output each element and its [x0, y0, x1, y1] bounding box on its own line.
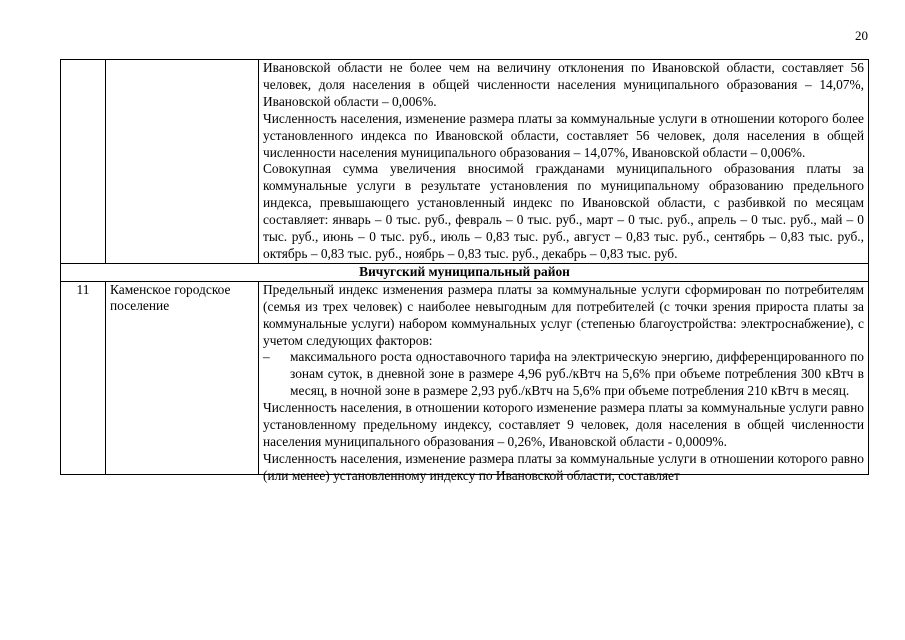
cell-description-continued — [259, 60, 869, 264]
paragraph-deviation: Ивановской области не более чем на величину отклонения по Ивановской области, составляет 56 человек, доля населения в общей численности населения муниципального образования – 14,07%, Ивановской области – 0,006%. — [263, 60, 864, 109]
table-row-continued — [61, 60, 869, 264]
cell-number: 11 — [61, 281, 106, 474]
section-title: Вичугский муниципальный район — [61, 263, 869, 281]
cell-name-empty — [106, 60, 259, 264]
list-dash: – — [263, 349, 270, 365]
paragraph-population-less-wrap — [263, 450, 864, 483]
paragraph-total-increase: Совокупная сумма увеличения вносимой гражданами муниципального образования платы за коммунальные услуги в результате установления по муниципальному образованию предельного индекса, превышающего установленный индекс по Ивановской области, с разбивкой по месяцам составляет: январь – 0 тыс. руб., февраль – 0 тыс. руб., март – 0 тыс. руб., апрель – 0 тыс. руб., май – 0 тыс. руб., июнь – 0 тыс. руб., июль – 0,83 тыс. руб., август – 0,83 тыс. руб., сентябрь – 0,83 тыс. руб., октябрь – 0,83 тыс. руб., ноябрь – 0,83 тыс. руб., декабрь – 0,83 тыс. руб. — [263, 161, 864, 261]
list-item — [263, 349, 864, 400]
cell-description — [259, 281, 869, 483]
paragraph-intro: Предельный индекс изменения размера платы за коммунальные услуги сформирован по потребителям (семья из трех человек) с наиболее невыгодным для потребителей (с точки зрения прироста платы за коммунальные услуги) набором коммунальных услуг (степенью благоустройства: электроснабжение), с учетом следующих факторов: — [263, 281, 864, 348]
cell-municipality-name: Каменское городское поселение — [106, 281, 259, 474]
paragraph-population-above: Численность населения, изменение размера платы за коммунальные услуги в отношении которого более установленного индекса по Ивановской области, составляет 56 человек, доля населения в общей численности населения муниципального образования – 14,07%, Ивановской области – 0,006%. — [263, 110, 864, 160]
page-number: 20 — [855, 28, 868, 43]
factor-list — [263, 349, 864, 400]
paragraph-population-less: Численность населения, изменение размера платы за коммунальные услуги в отношении которого равно (или менее) установленному индексу по Ивановской области, составляет — [263, 450, 864, 483]
table-row-section — [61, 263, 869, 281]
factor-text: максимального роста одноставочного тарифа на электрическую энергию, дифференцированного по зонам суток, в дневной зоне в размере 4,96 руб./кВтч на 5,6% при объеме потребления 300 кВтч в месяц, в ночной зоне в размере 2,93 руб./кВтч на 5,6% при объеме потребления 210 кВтч в месяц. — [290, 349, 864, 399]
paragraph-population-equal: Численность населения, в отношении которого изменение размера платы за коммунальные услуги равно установленному предельному индексу, составляет 9 человек, доля населения в общей численности населения муниципального образования – 0,26%, Ивановской области - 0,0009%. — [263, 400, 864, 449]
table-row-entry — [61, 281, 869, 474]
document-table — [60, 59, 869, 483]
cell-number-empty — [61, 60, 106, 264]
